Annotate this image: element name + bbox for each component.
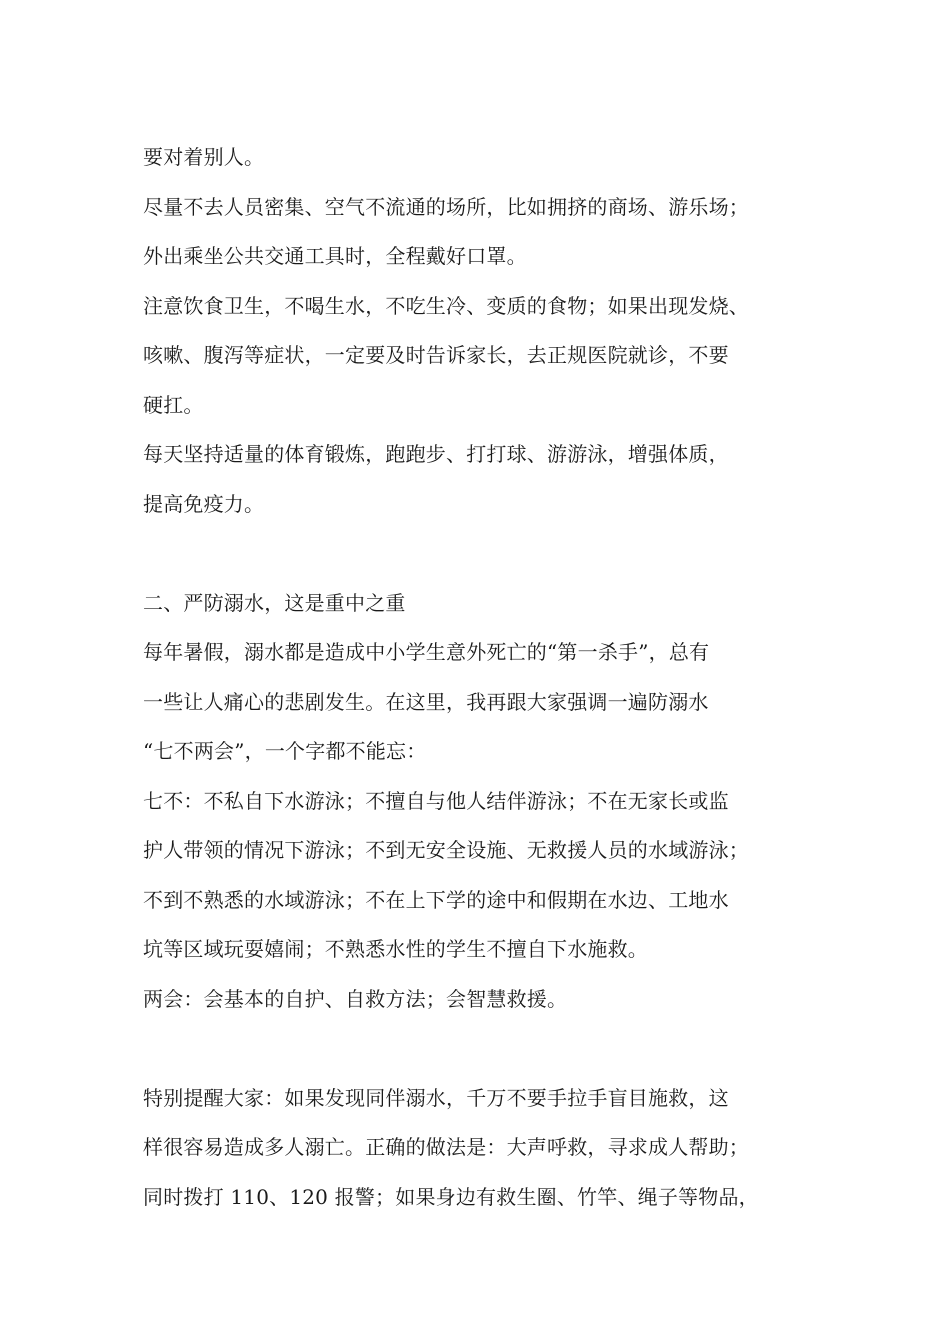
body-line: 坑等区域玩耍嬉闹；不熟悉水性的学生不擅自下水施救。	[143, 937, 648, 961]
body-line: 要对着别人。	[143, 145, 265, 169]
body-line: 硬扛。	[143, 392, 204, 417]
body-line: 尽量不去人员密集、空气不流通的场所，比如拥挤的商场、游乐场；	[143, 194, 749, 219]
document-body	[143, 133, 843, 1222]
body-line: 七不：不私自下水游泳；不擅自与他人结伴游泳；不在无家长或监	[143, 788, 729, 813]
body-line: 特别提醒大家：如果发现同伴溺水，千万不要手拉手盲目施救，这	[143, 1085, 729, 1110]
body-line: 提高免疫力。	[143, 491, 265, 516]
body-line: 同时拨打 110、120 报警；如果身边有救生圈、竹竿、绳子等物品，	[143, 1184, 759, 1209]
body-line: 两会：会基本的自护、自救方法；会智慧救援。	[143, 986, 568, 1011]
body-line: 注意饮食卫生，不喝生水，不吃生冷、变质的食物；如果出现发烧、	[143, 293, 749, 318]
section-heading: 二、严防溺水，这是重中之重	[143, 590, 406, 615]
body-line: “七不两会”，一个字都不能忘：	[143, 739, 427, 763]
body-line: 一些让人痛心的悲剧发生。在这里，我再跟大家强调一遍防溺水	[143, 689, 709, 714]
body-line: 咳嗽、腹泻等症状，一定要及时告诉家长，去正规医院就诊，不要	[143, 343, 729, 367]
blank-line	[143, 529, 843, 579]
body-line: 护人带领的情况下游泳；不到无安全设施、无救援人员的水域游泳；	[143, 838, 749, 862]
body-line: 外出乘坐公共交通工具时，全程戴好口罩。	[143, 244, 527, 268]
body-line: 不到不熟悉的水域游泳；不在上下学的途中和假期在水边、工地水	[143, 887, 729, 912]
body-line: 每天坚持适量的体育锻炼，跑跑步、打打球、游游泳，增强体质，	[143, 442, 729, 466]
body-line: 每年暑假，溺水都是造成中小学生意外死亡的“第一杀手”，总有	[143, 640, 710, 664]
body-line: 样很容易造成多人溺亡。正确的做法是：大声呼救，寻求成人帮助；	[143, 1135, 749, 1159]
blank-line	[143, 1024, 843, 1074]
